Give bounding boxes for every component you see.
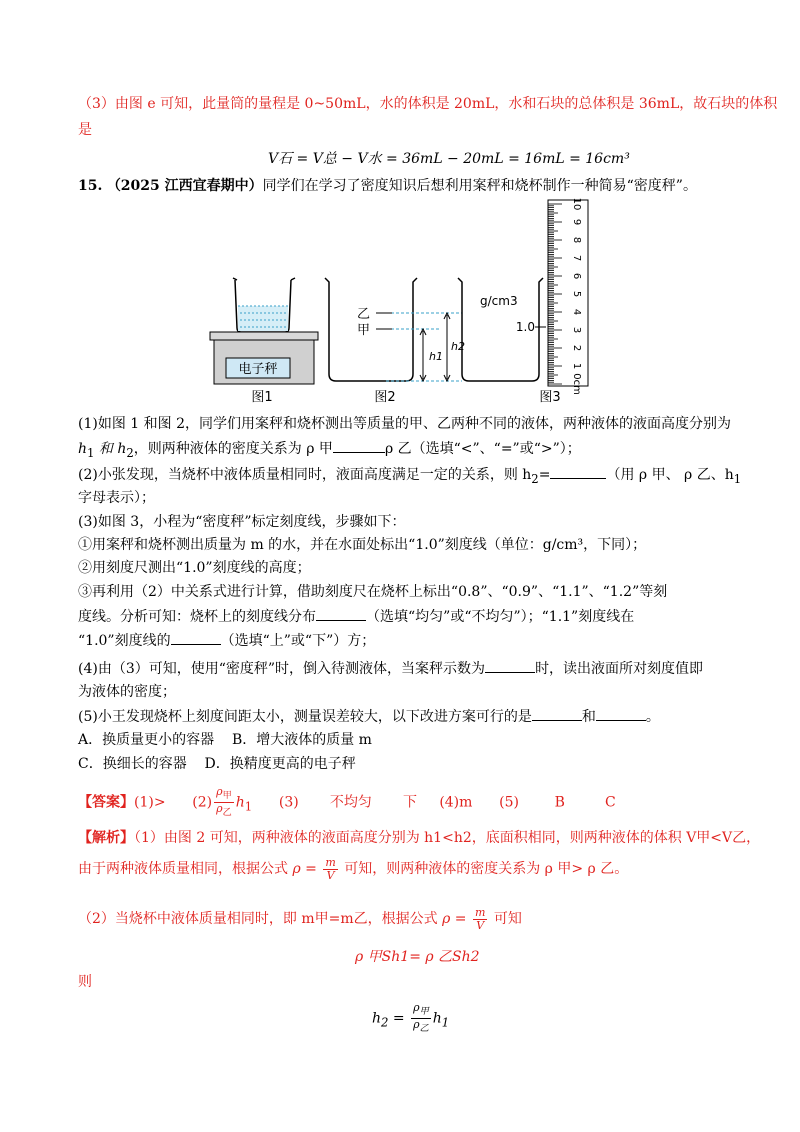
scale-label: 电子秤: [238, 362, 278, 377]
p3-line: (3)如图 3，小程为“密度秤”标定刻度线，步骤如下：: [78, 514, 406, 530]
p2-line1: (2)小张发现，当烧杯中液体质量相同时，液面高度满足一定的关系，则 $h_2=$ （用 ρ 甲、 ρ 乙、$h_1$: [78, 464, 741, 489]
ruler-number: 0cm: [571, 373, 582, 395]
answer-blank-3[interactable]: [316, 606, 366, 621]
step2: ②用刻度尺测出“1.0”刻度线的高度；: [78, 560, 311, 576]
option-d: D．换精度更高的电子秤: [204, 756, 356, 772]
fig3-beaker-ruler: [458, 198, 588, 405]
q15-stem: 同学们在学习了密度知识后想利用案秤和烧杯制作一种简易“密度秤”。: [262, 178, 697, 194]
options-row2: [78, 754, 356, 774]
q15-number: 15.: [78, 178, 103, 194]
fig3-caption: 图3: [539, 390, 561, 405]
analysis-line2: 由于两种液体质量相同，根据公式 ρ = $\frac{m}{V}$ 可知，则两种液体的密度关系为 ρ 甲> ρ 乙。: [78, 855, 629, 882]
ruler-number: 3: [571, 326, 582, 334]
analysis-result: $h_2$ = $\frac{\rho_甲}{\rho_乙}$ $h_1$: [372, 1001, 450, 1035]
options-row1: [78, 730, 372, 750]
answer-blank-6[interactable]: [532, 706, 582, 721]
ruler-number: 5: [571, 290, 582, 298]
p4-line1: (4)由（3）可知，使用“密度秤”时，倒入待测液体，当案秤示数为 时，读出液面所对刻度值即: [78, 658, 703, 679]
fig2-beaker: [325, 278, 465, 405]
ruler-number: 10: [571, 198, 582, 211]
option-c: C．换细长的容器: [78, 756, 187, 772]
step3-line2: 度线。分析可知：烧杯上的刻度线分布 （选填“均匀”或“不均匀”）；“1.1”刻度线在: [78, 606, 634, 627]
ruler-number: 1: [571, 362, 582, 370]
mark-label: 1.0: [515, 320, 535, 334]
p5-line: (5)小王发现烧杯上刻度间距太小，测量误差较大，以下改进方案可行的是 和 。: [78, 706, 660, 727]
ruler-number: 7: [571, 254, 582, 262]
liquid-b-label: 乙: [356, 307, 370, 322]
answer-blank-2[interactable]: [550, 464, 606, 479]
q15-source: （2025 江西宜春期中）: [106, 178, 263, 194]
analysis-line1: 【解析】（1）由图 2 可知，两种液体的液面高度分别为 h1<h2，底面积相同，则两种液体的体积 V甲<V乙，: [78, 830, 761, 846]
p1-line2: $h_1$ 和 $h_2$，则两种液体的密度关系为 ρ 甲 ρ 乙（选填“<”、“=”或“>”）；: [78, 438, 581, 463]
analysis-line3: （2）当烧杯中液体质量相同时，即 m甲=m乙，根据公式 ρ = $\frac{m}{V}$ 可知: [78, 905, 522, 932]
ruler-number: 8: [571, 236, 582, 244]
p1-line1: (1)如图 1 和图 2，同学们用案秤和烧杯测出等质量的甲、乙两种不同的液体，两种液体的液面高度分别为: [78, 416, 731, 432]
analysis-then: 则: [78, 974, 92, 990]
unit-label: g/cm3: [480, 294, 518, 308]
q15-header: [78, 176, 697, 196]
fig1-caption: 图1: [251, 390, 273, 405]
part3-line2: 是: [78, 122, 92, 138]
step3-line1: ③再利用（2）中关系式进行计算，借助刻度尺在烧杯上标出“0.8”、“0.9”、“1.1”、“1.2”等刻: [78, 584, 668, 600]
step1: ①用案秤和烧杯测出质量为 m 的水，并在水面处标出“1.0”刻度线（单位：g/cm³，下同）；: [78, 537, 647, 553]
answer-tag: 【答案】: [78, 794, 134, 811]
part3-line1: （3）由图 e 可知，此量筒的量程是 0~50mL，水的体积是 20mL，水和石块的总体积是 36mL，故石块的体积: [78, 96, 778, 112]
ruler-number: 6: [571, 272, 582, 280]
h2-label: h2: [451, 340, 465, 353]
answer-blank-5[interactable]: [485, 658, 535, 673]
h1-label: h1: [429, 350, 443, 363]
p2-line2: 字母表示）；: [78, 490, 155, 506]
analysis-equation: ρ 甲Sh1= ρ 乙Sh2: [355, 949, 480, 965]
answer-blank-4[interactable]: [171, 630, 221, 645]
part3-formula: V石 = V总 − V水 = 36mL − 20mL = 16mL = 16cm³: [268, 151, 630, 167]
liquid-a-label: 甲: [356, 323, 370, 338]
fig2-caption: 图2: [374, 390, 396, 405]
answer-line: 【答案】(1)> (2) $\frac{\rho_甲}{\rho_乙}$ $h_1$ (3) 不均匀 下 (4)m (5) B C: [78, 785, 616, 819]
ruler-number: 2: [571, 344, 582, 352]
ruler-number: 4: [571, 308, 582, 316]
option-b: B．增大液体的质量 m: [231, 732, 372, 748]
answer-blank-7[interactable]: [596, 706, 646, 721]
fig1-beaker-scale: [210, 278, 318, 405]
step3-line3: “1.0”刻度线的 （选填“上”或“下”）方；: [78, 630, 375, 651]
ruler-number: 9: [571, 218, 582, 226]
analysis-tag: 【解析】: [78, 830, 134, 846]
figures-svg: [200, 198, 600, 408]
answer-blank-1[interactable]: [333, 438, 385, 453]
p4-line2: 为液体的密度；: [78, 684, 176, 700]
option-a: A．换质量更小的容器: [78, 732, 215, 748]
